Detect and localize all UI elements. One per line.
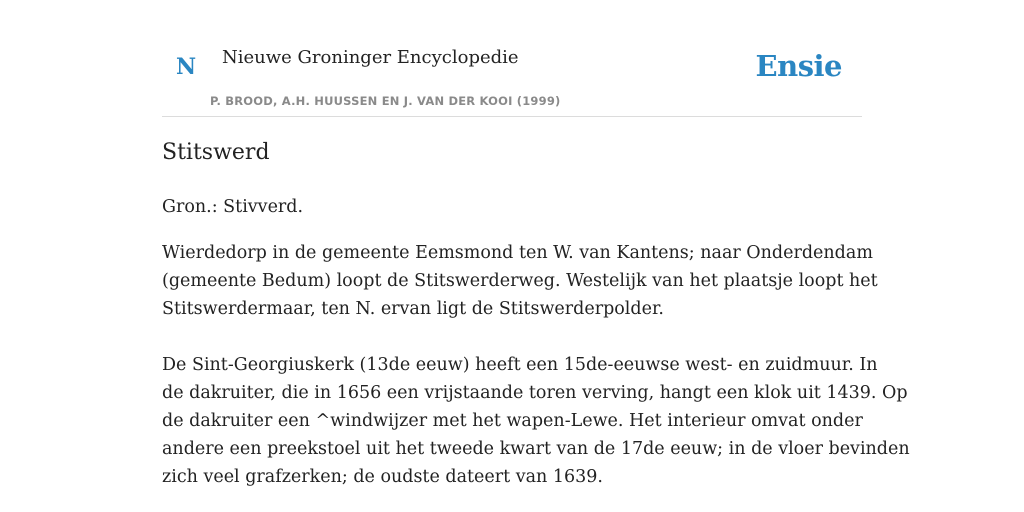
- article-page: [162, 0, 910, 512]
- paragraph-line: zich veel grafzerken; de oudste dateert van 1639.: [162, 467, 603, 487]
- paragraph-line: de dakruiter, die in 1656 een vrijstaande toren verving, hangt een klok uit 1439. Op: [162, 383, 908, 403]
- paragraph-line: de dakruiter een ^windwijzer met het wapen-Lewe. Het interieur omvat onder: [162, 411, 863, 431]
- book-logo[interactable]: N: [176, 54, 197, 80]
- paragraph-line: Stitswerdermaar, ten N. ervan ligt de Stitswerderpolder.: [162, 299, 664, 319]
- entry-title: Stitswerd: [162, 140, 270, 165]
- paragraph-church: [162, 351, 910, 491]
- book-header: [162, 0, 862, 117]
- paragraph-line: De Sint-Georgiuskerk (13de eeuw) heeft een 15de-eeuwse west- en zuidmuur. In: [162, 355, 878, 375]
- paragraph-line: Wierdedorp in de gemeente Eemsmond ten W. van Kantens; naar Onderdendam: [162, 243, 873, 263]
- dialect-name: Gron.: Stivverd.: [162, 197, 304, 217]
- paragraph-line: (gemeente Bedum) loopt de Stitswerderweg. Westelijk van het plaatsje loopt het: [162, 271, 878, 291]
- book-title[interactable]: Nieuwe Groninger Encyclopedie: [222, 47, 519, 68]
- ensie-logo-link[interactable]: Ensie: [755, 49, 842, 83]
- paragraph-line: andere een preekstoel uit het tweede kwart van de 17de eeuw; in de vloer bevinden: [162, 439, 910, 459]
- paragraph-location: [162, 239, 878, 323]
- book-authors: P. BROOD, A.H. HUUSSEN EN J. VAN DER KOOI (1999): [210, 94, 561, 108]
